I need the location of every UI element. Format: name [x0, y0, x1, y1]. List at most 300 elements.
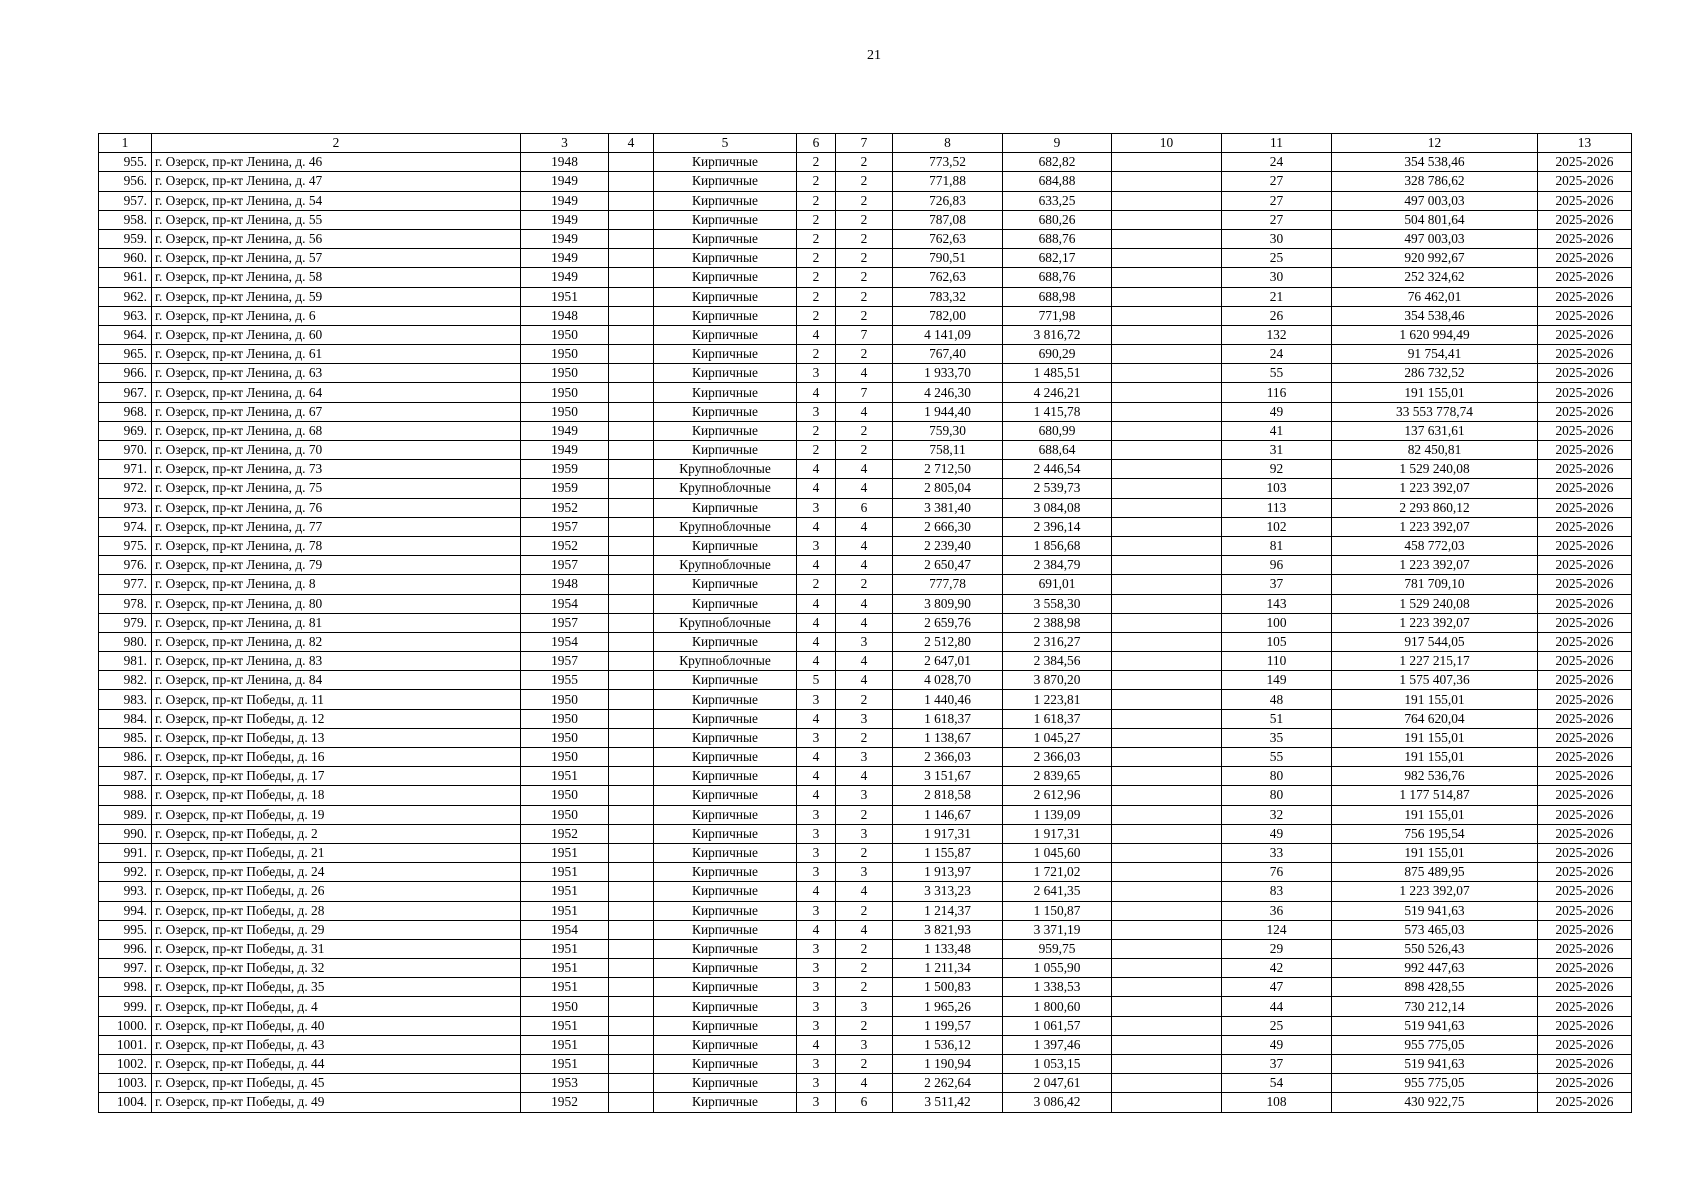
table-cell: 2025-2026 [1538, 920, 1632, 939]
column-header-12: 12 [1332, 134, 1538, 153]
table-cell [1112, 786, 1222, 805]
table-cell: 1 146,67 [893, 805, 1003, 824]
table-cell: Кирпичные [654, 594, 797, 613]
table-cell: 1 045,60 [1003, 843, 1112, 862]
table-cell [609, 249, 654, 268]
table-cell: 149 [1222, 671, 1332, 690]
table-cell: г. Озерск, пр-кт Ленина, д. 75 [152, 479, 521, 498]
table-cell: 191 155,01 [1332, 843, 1538, 862]
table-cell: г. Озерск, пр-кт Ленина, д. 84 [152, 671, 521, 690]
table-cell: 997. [99, 959, 152, 978]
table-cell [609, 172, 654, 191]
table-cell [609, 345, 654, 364]
table-cell: г. Озерск, пр-кт Ленина, д. 46 [152, 153, 521, 172]
table-cell: 4 [836, 402, 893, 421]
table-cell: 682,17 [1003, 249, 1112, 268]
table-cell: 191 155,01 [1332, 805, 1538, 824]
table-cell: 1 227 215,17 [1332, 652, 1538, 671]
table-cell: 4 [797, 882, 836, 901]
table-cell: г. Озерск, пр-кт Победы, д. 19 [152, 805, 521, 824]
table-cell: 2025-2026 [1538, 1035, 1632, 1054]
table-cell: 993. [99, 882, 152, 901]
table-cell: 49 [1222, 824, 1332, 843]
table-cell: 2025-2026 [1538, 191, 1632, 210]
table-cell: 2025-2026 [1538, 594, 1632, 613]
table-cell: 2 [836, 690, 893, 709]
table-cell: 116 [1222, 383, 1332, 402]
table-cell [609, 498, 654, 517]
table-cell: 1949 [521, 191, 609, 210]
table-row [99, 383, 1632, 402]
table-cell: 252 324,62 [1332, 268, 1538, 287]
table-cell: Кирпичные [654, 805, 797, 824]
table-cell: 2 366,03 [893, 748, 1003, 767]
table-cell: 2 512,80 [893, 632, 1003, 651]
table-cell: 2 [797, 421, 836, 440]
table-cell: 143 [1222, 594, 1332, 613]
table-cell [1112, 575, 1222, 594]
table-cell: 2 [836, 421, 893, 440]
table-cell: 4 [836, 556, 893, 575]
table-cell: 1 917,31 [1003, 824, 1112, 843]
table-cell: 955 775,05 [1332, 1035, 1538, 1054]
table-cell: 959,75 [1003, 939, 1112, 958]
table-cell: 4 [797, 325, 836, 344]
table-cell: г. Озерск, пр-кт Ленина, д. 6 [152, 306, 521, 325]
table-cell: 27 [1222, 191, 1332, 210]
table-cell: Кирпичные [654, 421, 797, 440]
table-cell: 3 151,67 [893, 767, 1003, 786]
table-cell: 3 371,19 [1003, 920, 1112, 939]
table-cell: 1955 [521, 671, 609, 690]
table-cell: 1951 [521, 939, 609, 958]
table-cell: 3 [836, 709, 893, 728]
table-cell [1112, 709, 1222, 728]
table-cell: 2 396,14 [1003, 517, 1112, 536]
table-cell: 37 [1222, 575, 1332, 594]
table-cell: 3 [797, 805, 836, 824]
table-cell: г. Озерск, пр-кт Победы, д. 12 [152, 709, 521, 728]
table-cell: 2 384,56 [1003, 652, 1112, 671]
table-row [99, 594, 1632, 613]
table-cell: 1950 [521, 690, 609, 709]
table-cell: 191 155,01 [1332, 728, 1538, 747]
table-cell [609, 210, 654, 229]
table-cell: 1951 [521, 1055, 609, 1074]
table-row [99, 364, 1632, 383]
table-cell: 790,51 [893, 249, 1003, 268]
table-cell: 2 [836, 268, 893, 287]
table-cell: 2025-2026 [1538, 498, 1632, 517]
table-cell: 80 [1222, 786, 1332, 805]
table-cell: 969. [99, 421, 152, 440]
table-cell: Кирпичные [654, 939, 797, 958]
table-cell: 963. [99, 306, 152, 325]
table-cell [609, 1016, 654, 1035]
table-cell: 2025-2026 [1538, 748, 1632, 767]
table-cell: 1951 [521, 287, 609, 306]
page-number: 21 [867, 48, 881, 63]
table-cell: 24 [1222, 153, 1332, 172]
table-cell: г. Озерск, пр-кт Победы, д. 21 [152, 843, 521, 862]
table-cell: 3 821,93 [893, 920, 1003, 939]
table-cell: 3 816,72 [1003, 325, 1112, 344]
table-cell: 759,30 [893, 421, 1003, 440]
table-row [99, 441, 1632, 460]
table-cell [1112, 1035, 1222, 1054]
table-cell: 2025-2026 [1538, 728, 1632, 747]
table-cell [609, 1055, 654, 1074]
table-cell: 29 [1222, 939, 1332, 958]
table-cell: 962. [99, 287, 152, 306]
table-cell: 2 [836, 287, 893, 306]
table-cell: Кирпичные [654, 306, 797, 325]
table-cell: г. Озерск, пр-кт Ленина, д. 57 [152, 249, 521, 268]
table-cell: 3 [797, 939, 836, 958]
table-cell: 688,76 [1003, 229, 1112, 248]
table-cell: 3 086,42 [1003, 1093, 1112, 1112]
table-cell: 83 [1222, 882, 1332, 901]
table-cell: 573 465,03 [1332, 920, 1538, 939]
table-cell: 771,88 [893, 172, 1003, 191]
table-cell: г. Озерск, пр-кт Победы, д. 49 [152, 1093, 521, 1112]
table-cell: 1 933,70 [893, 364, 1003, 383]
table-cell: 92 [1222, 460, 1332, 479]
table-cell: 103 [1222, 479, 1332, 498]
table-cell: Кирпичные [654, 1093, 797, 1112]
table-row [99, 843, 1632, 862]
table-cell: г. Озерск, пр-кт Ленина, д. 59 [152, 287, 521, 306]
table-row [99, 709, 1632, 728]
table-cell: 2 446,54 [1003, 460, 1112, 479]
table-cell: 4 [836, 1074, 893, 1093]
table-cell: Кирпичные [654, 882, 797, 901]
table-cell: г. Озерск, пр-кт Ленина, д. 73 [152, 460, 521, 479]
table-cell [1112, 805, 1222, 824]
table-cell: 2 366,03 [1003, 748, 1112, 767]
table-cell: 2025-2026 [1538, 249, 1632, 268]
table-cell [609, 1035, 654, 1054]
table-cell [609, 959, 654, 978]
table-row [99, 690, 1632, 709]
table-row [99, 575, 1632, 594]
table-cell: 955. [99, 153, 152, 172]
table-cell: 1959 [521, 479, 609, 498]
table-cell [1112, 1093, 1222, 1112]
table-cell [1112, 383, 1222, 402]
table-row [99, 748, 1632, 767]
table-cell [1112, 498, 1222, 517]
table-row [99, 863, 1632, 882]
table-cell [1112, 939, 1222, 958]
table-cell: 100 [1222, 613, 1332, 632]
table-cell: 956. [99, 172, 152, 191]
table-cell: 1 618,37 [893, 709, 1003, 728]
table-cell [609, 920, 654, 939]
table-cell: 1 944,40 [893, 402, 1003, 421]
table-cell [1112, 1074, 1222, 1093]
table-cell [609, 613, 654, 632]
table-cell: 982 536,76 [1332, 767, 1538, 786]
table-cell: 977. [99, 575, 152, 594]
table-row [99, 249, 1632, 268]
table-cell: 80 [1222, 767, 1332, 786]
table-cell: 31 [1222, 441, 1332, 460]
table-cell: 37 [1222, 1055, 1332, 1074]
table-cell: 1 055,90 [1003, 959, 1112, 978]
table-cell [609, 1074, 654, 1093]
table-cell: 989. [99, 805, 152, 824]
table-cell: 1 211,34 [893, 959, 1003, 978]
table-cell: 3 [797, 1093, 836, 1112]
table-cell: 726,83 [893, 191, 1003, 210]
table-cell: 35 [1222, 728, 1332, 747]
table-cell: 2 [836, 441, 893, 460]
table-cell: 2025-2026 [1538, 402, 1632, 421]
table-cell: 2025-2026 [1538, 210, 1632, 229]
table-row [99, 997, 1632, 1016]
table-cell: 4 [797, 479, 836, 498]
table-cell [609, 287, 654, 306]
table-cell: Кирпичные [654, 767, 797, 786]
table-cell: 41 [1222, 421, 1332, 440]
table-cell: 137 631,61 [1332, 421, 1538, 440]
table-cell: 1 223 392,07 [1332, 479, 1538, 498]
table-cell: 1950 [521, 709, 609, 728]
table-cell: 1951 [521, 882, 609, 901]
table-cell [609, 671, 654, 690]
table-cell: Крупноблочные [654, 517, 797, 536]
table-cell: г. Озерск, пр-кт Победы, д. 32 [152, 959, 521, 978]
table-cell: 1949 [521, 229, 609, 248]
table-cell: 1 529 240,08 [1332, 594, 1538, 613]
table-cell [1112, 441, 1222, 460]
table-cell: Кирпичные [654, 249, 797, 268]
table-cell: 1 223 392,07 [1332, 613, 1538, 632]
table-row [99, 517, 1632, 536]
table-cell: 4 [836, 460, 893, 479]
table-cell: 6 [836, 498, 893, 517]
table-cell: 328 786,62 [1332, 172, 1538, 191]
table-cell: 4 [836, 671, 893, 690]
table-cell: 3 313,23 [893, 882, 1003, 901]
table-cell: 4 [836, 920, 893, 939]
column-header-2: 2 [152, 134, 521, 153]
table-cell: 2025-2026 [1538, 479, 1632, 498]
table-cell: 920 992,67 [1332, 249, 1538, 268]
table-cell: 633,25 [1003, 191, 1112, 210]
table-cell: 32 [1222, 805, 1332, 824]
table-cell: 82 450,81 [1332, 441, 1538, 460]
table-row [99, 901, 1632, 920]
table-cell [609, 191, 654, 210]
table-cell: 91 754,41 [1332, 345, 1538, 364]
table-cell [609, 997, 654, 1016]
table-cell: 4 [797, 920, 836, 939]
table-cell: г. Озерск, пр-кт Победы, д. 26 [152, 882, 521, 901]
table-cell: 4 028,70 [893, 671, 1003, 690]
table-cell: 3 [797, 1074, 836, 1093]
table-cell: 3 [836, 1035, 893, 1054]
column-header-1: 1 [99, 134, 152, 153]
table-cell: 1 045,27 [1003, 728, 1112, 747]
table-cell: 1 177 514,87 [1332, 786, 1538, 805]
table-row [99, 536, 1632, 555]
table-cell: 2 [836, 805, 893, 824]
table-cell: 33 [1222, 843, 1332, 862]
table-cell [609, 402, 654, 421]
table-cell: г. Озерск, пр-кт Ленина, д. 77 [152, 517, 521, 536]
table-cell [1112, 191, 1222, 210]
table-cell: г. Озерск, пр-кт Ленина, д. 78 [152, 536, 521, 555]
table-cell: 3 558,30 [1003, 594, 1112, 613]
table-cell: 2025-2026 [1538, 997, 1632, 1016]
table-cell: 1952 [521, 824, 609, 843]
table-cell: 958. [99, 210, 152, 229]
table-cell: 690,29 [1003, 345, 1112, 364]
table-cell [1112, 997, 1222, 1016]
table-cell: 1950 [521, 402, 609, 421]
table-cell: 3 870,20 [1003, 671, 1112, 690]
table-cell: 1 223 392,07 [1332, 556, 1538, 575]
table-cell [609, 594, 654, 613]
table-cell [1112, 402, 1222, 421]
column-header-7: 7 [836, 134, 893, 153]
table-cell: 1 575 407,36 [1332, 671, 1538, 690]
table-cell: 1 150,87 [1003, 901, 1112, 920]
table-cell: 51 [1222, 709, 1332, 728]
table-cell: 957. [99, 191, 152, 210]
table-cell: 2025-2026 [1538, 978, 1632, 997]
table-cell [609, 901, 654, 920]
table-cell: 691,01 [1003, 575, 1112, 594]
table-cell: 2 [797, 345, 836, 364]
table-cell: 1957 [521, 556, 609, 575]
table-row [99, 805, 1632, 824]
table-cell [609, 460, 654, 479]
table-cell: 1 223 392,07 [1332, 517, 1538, 536]
table-cell: 3 [797, 690, 836, 709]
table-cell: 2025-2026 [1538, 690, 1632, 709]
table-cell: 2 [836, 575, 893, 594]
table-cell: 1950 [521, 748, 609, 767]
table-cell: 1951 [521, 1016, 609, 1035]
table-cell: 917 544,05 [1332, 632, 1538, 651]
table-cell: 684,88 [1003, 172, 1112, 191]
table-cell: 2025-2026 [1538, 652, 1632, 671]
table-cell: 54 [1222, 1074, 1332, 1093]
table-cell: 2025-2026 [1538, 575, 1632, 594]
table-row [99, 824, 1632, 843]
table-cell: 971. [99, 460, 152, 479]
table-cell: 2025-2026 [1538, 1093, 1632, 1112]
table-cell: 1 800,60 [1003, 997, 1112, 1016]
table-row [99, 1055, 1632, 1074]
table-cell: Кирпичные [654, 1074, 797, 1093]
table-cell: 975. [99, 536, 152, 555]
table-cell: 354 538,46 [1332, 306, 1538, 325]
table-cell: 996. [99, 939, 152, 958]
table-cell: 4 [836, 536, 893, 555]
table-cell: 113 [1222, 498, 1332, 517]
table-cell: 36 [1222, 901, 1332, 920]
table-row [99, 229, 1632, 248]
table-cell [609, 229, 654, 248]
table-cell: 767,40 [893, 345, 1003, 364]
table-cell: 1002. [99, 1055, 152, 1074]
table-cell: 2 [836, 191, 893, 210]
table-cell: 1 223 392,07 [1332, 882, 1538, 901]
table-cell [1112, 517, 1222, 536]
table-cell: 1950 [521, 325, 609, 344]
table-cell [1112, 978, 1222, 997]
table-cell: 33 553 778,74 [1332, 402, 1538, 421]
table-cell: г. Озерск, пр-кт Ленина, д. 63 [152, 364, 521, 383]
table-row [99, 306, 1632, 325]
table-cell: 1949 [521, 268, 609, 287]
table-cell: 519 941,63 [1332, 901, 1538, 920]
table-cell: 2 [797, 153, 836, 172]
table-cell: 2025-2026 [1538, 767, 1632, 786]
table-cell: 2025-2026 [1538, 172, 1632, 191]
table-cell: 3 [836, 786, 893, 805]
table-row [99, 191, 1632, 210]
table-cell: 3 [836, 997, 893, 1016]
table-cell: 1001. [99, 1035, 152, 1054]
table-cell: 3 [797, 1055, 836, 1074]
table-cell: Кирпичные [654, 863, 797, 882]
table-cell: 960. [99, 249, 152, 268]
table-cell: 1952 [521, 536, 609, 555]
table-cell: 4 [836, 364, 893, 383]
table-cell: г. Озерск, пр-кт Ленина, д. 76 [152, 498, 521, 517]
table-cell: 680,99 [1003, 421, 1112, 440]
table-cell [1112, 306, 1222, 325]
table-cell: Крупноблочные [654, 479, 797, 498]
table-cell [1112, 690, 1222, 709]
table-cell: г. Озерск, пр-кт Победы, д. 18 [152, 786, 521, 805]
table-cell: 1 133,48 [893, 939, 1003, 958]
table-cell: 191 155,01 [1332, 383, 1538, 402]
table-row [99, 345, 1632, 364]
table-cell: 2 [797, 575, 836, 594]
table-cell: 3 [797, 978, 836, 997]
table-cell: 21 [1222, 287, 1332, 306]
column-header-6: 6 [797, 134, 836, 153]
table-cell: г. Озерск, пр-кт Победы, д. 17 [152, 767, 521, 786]
table-cell: Кирпичные [654, 997, 797, 1016]
table-cell [1112, 920, 1222, 939]
table-cell: 2025-2026 [1538, 421, 1632, 440]
table-cell: 4 [797, 1035, 836, 1054]
table-cell: 2 [836, 249, 893, 268]
table-cell [609, 556, 654, 575]
table-cell: 497 003,03 [1332, 229, 1538, 248]
table-cell: 76 [1222, 863, 1332, 882]
table-cell: 964. [99, 325, 152, 344]
table-cell: Кирпичные [654, 786, 797, 805]
table-cell: 764 620,04 [1332, 709, 1538, 728]
table-cell: г. Озерск, пр-кт Ленина, д. 56 [152, 229, 521, 248]
table-cell: 2 [836, 345, 893, 364]
table-cell: 1 485,51 [1003, 364, 1112, 383]
table-cell: 2 [836, 153, 893, 172]
table-cell: Кирпичные [654, 498, 797, 517]
table-cell: Кирпичные [654, 536, 797, 555]
table-cell: 1 061,57 [1003, 1016, 1112, 1035]
table-cell: 1950 [521, 805, 609, 824]
table-cell [609, 1093, 654, 1112]
